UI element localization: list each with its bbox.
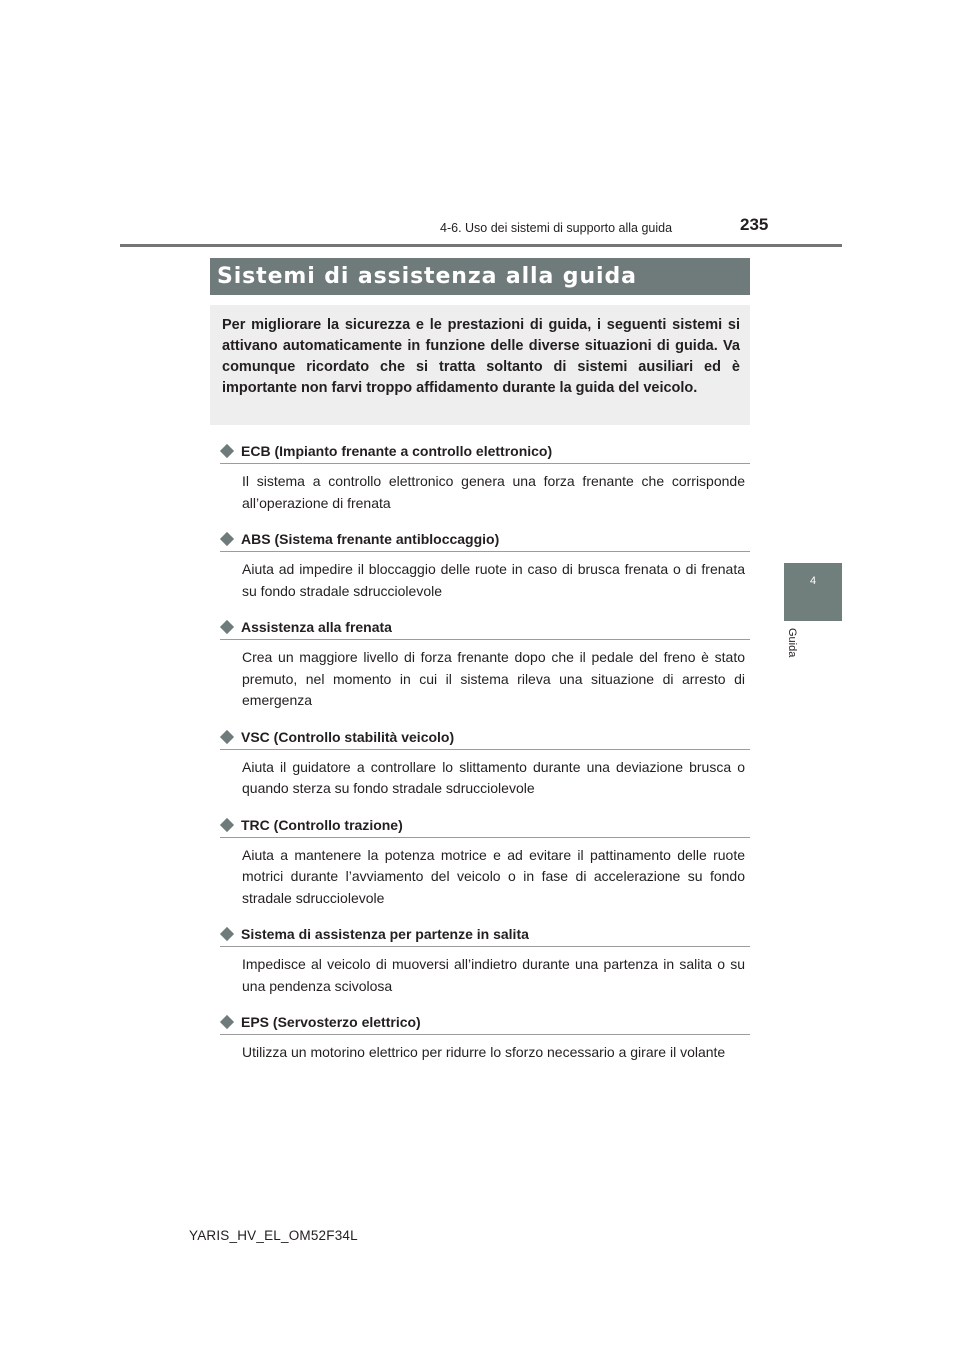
list-item bbox=[220, 726, 750, 800]
item-description: Aiuta a mantenere la potenza motrice e ad evitare il pattinamento delle ruote motrici durante l’avviamento del veicolo o in fase di accelerazione su fondo stradale sdrucciolevole bbox=[242, 846, 745, 906]
item-heading bbox=[220, 528, 750, 552]
footer-manual-code: YARIS_HV_EL_OM52F34L bbox=[189, 1228, 358, 1243]
item-title: EPS (Servosterzo elettrico) bbox=[241, 1014, 421, 1030]
diamond-bullet-icon bbox=[220, 532, 234, 546]
system-list bbox=[220, 440, 750, 1078]
header-section: 4-6. Uso dei sistemi di supporto alla guida bbox=[440, 221, 673, 235]
item-description: Il sistema a controllo elettronico genera una forza frenante che corrisponde all’operazione di frenata bbox=[242, 473, 745, 511]
chapter-tab-label: Guida bbox=[786, 628, 798, 658]
item-description: Aiuta ad impedire il bloccaggio delle ruote in caso di brusca frenata o di frenata su fondo stradale sdrucciolevole bbox=[242, 561, 745, 599]
page-title: Sistemi di assistenza alla guida bbox=[217, 264, 637, 289]
item-description: Utilizza un motorino elettrico per ridurre lo sforzo necessario a girare il volante bbox=[242, 1044, 726, 1060]
item-heading bbox=[220, 616, 750, 640]
diamond-bullet-icon bbox=[220, 817, 234, 831]
item-heading bbox=[220, 814, 750, 838]
item-title: VSC (Controllo stabilità veicolo) bbox=[241, 728, 455, 745]
item-heading bbox=[220, 440, 750, 464]
item-title: ECB (Impianto frenante a controllo elettronico) bbox=[241, 443, 553, 459]
item-title: Sistema di assistenza per partenze in salita bbox=[241, 926, 529, 942]
item-heading bbox=[220, 1011, 750, 1035]
diamond-bullet-icon bbox=[220, 620, 234, 634]
item-heading bbox=[220, 726, 750, 750]
item-title: TRC (Controllo trazione) bbox=[241, 816, 403, 833]
title-bar bbox=[210, 258, 750, 295]
list-item bbox=[220, 440, 750, 514]
item-description: Impedisce al veicolo di muoversi all’indietro durante una partenza in salita o su una pendenza scivolosa bbox=[242, 956, 745, 994]
diamond-bullet-icon bbox=[220, 444, 234, 458]
list-item bbox=[220, 814, 750, 910]
item-description: Crea un maggiore livello di forza frenante dopo che il pedale del freno è stato premuto, nel momento in cui il sistema rileva una situazione di arresto di emergenza bbox=[242, 649, 745, 708]
intro-text: Per migliorare la sicurezza e le prestazioni di guida, i seguenti sistemi si attivano automaticamente in funzione delle diverse situazioni di guida. Va comunque ricordato che si tratta soltanto di sistemi ausiliari ed è importante non farvi troppo affidamento durante la guida del veicolo. bbox=[222, 317, 740, 396]
list-item bbox=[220, 923, 750, 997]
chapter-tab-number: 4 bbox=[809, 575, 817, 587]
list-item bbox=[220, 1011, 750, 1064]
diamond-bullet-icon bbox=[220, 927, 234, 941]
item-description: Aiuta il guidatore a controllare lo slittamento durante una deviazione brusca o quando sterza su fondo stradale sdrucciolevole bbox=[242, 758, 745, 796]
chapter-tab bbox=[784, 563, 842, 621]
item-heading bbox=[220, 923, 750, 947]
item-title: Assistenza alla frenata bbox=[241, 619, 392, 635]
diamond-bullet-icon bbox=[220, 1015, 234, 1029]
item-title: ABS (Sistema frenante antibloccaggio) bbox=[241, 531, 500, 547]
intro-box bbox=[210, 305, 750, 425]
list-item bbox=[220, 528, 750, 602]
header-rule bbox=[120, 244, 842, 247]
diamond-bullet-icon bbox=[220, 729, 234, 743]
list-item bbox=[220, 616, 750, 712]
page-number: 235 bbox=[740, 215, 769, 234]
